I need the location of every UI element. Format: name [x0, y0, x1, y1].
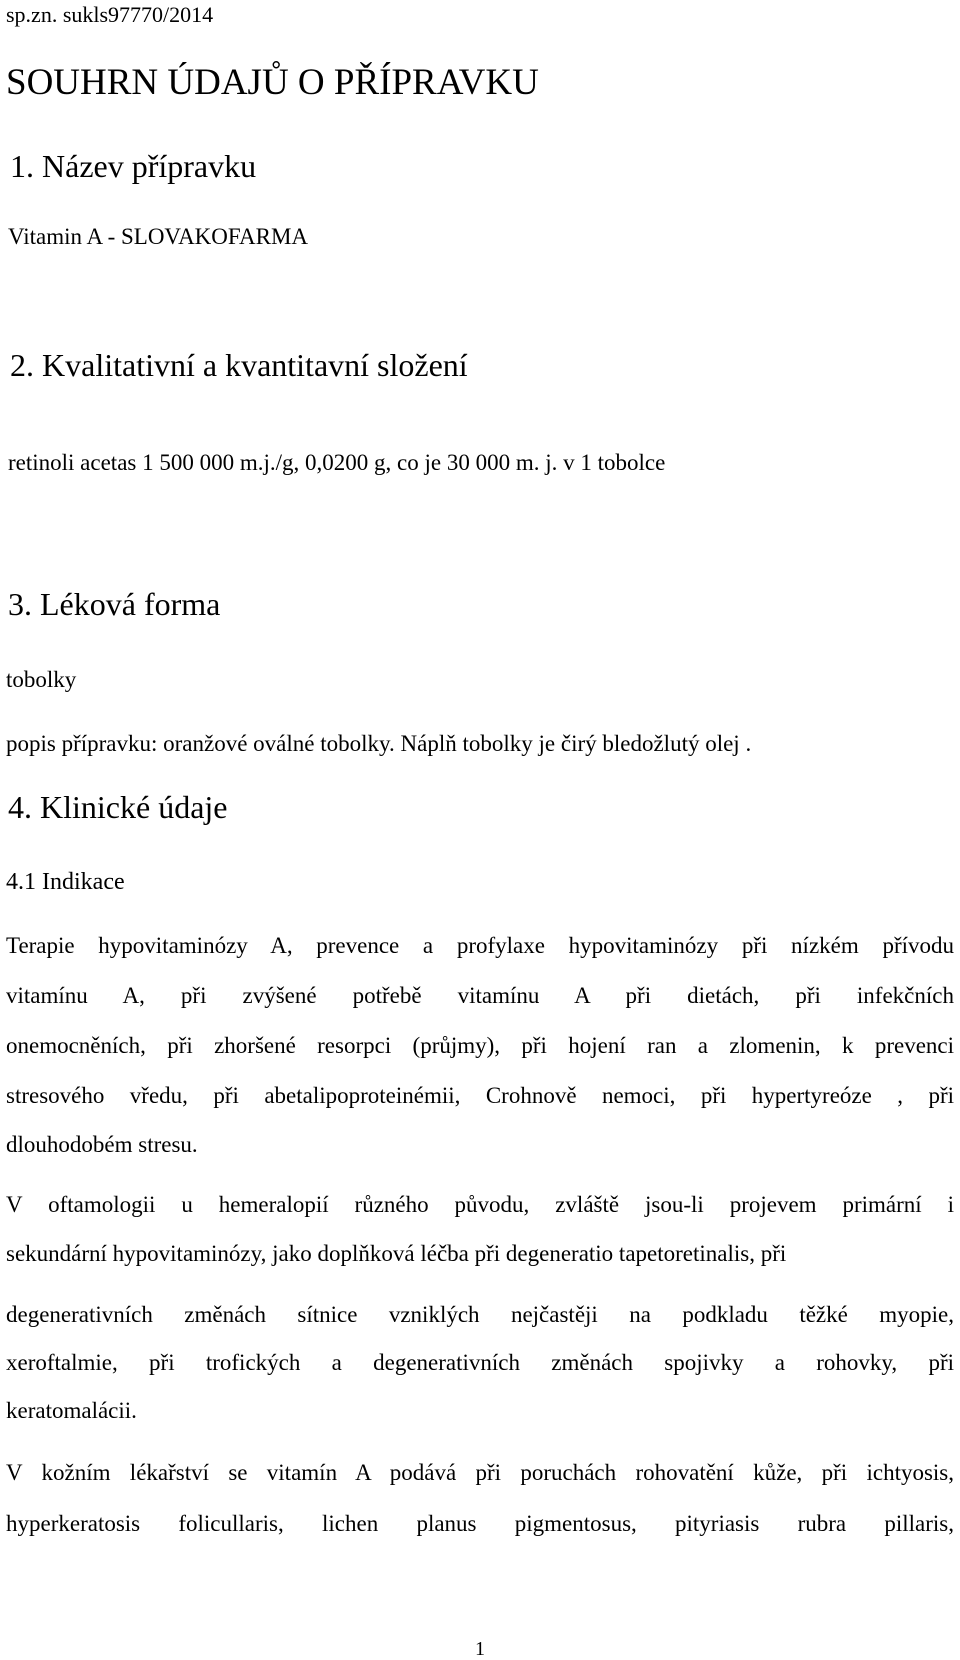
indication-line: degenerativních změnách sítnice vzniklých nejčastěji na podkladu těžké myopie,: [6, 1302, 954, 1327]
reference-number: sp.zn. sukls97770/2014: [6, 2, 214, 27]
indication-line: vitamínu A, při zvýšené potřebě vitamínu A při dietách, při infekčních: [6, 983, 954, 1008]
indication-line: Terapie hypovitaminózy A, prevence a profylaxe hypovitaminózy při nízkém přívodu: [6, 933, 954, 958]
section-4-heading: 4. Klinické údaje: [8, 789, 228, 825]
section-1-heading: 1. Název přípravku: [10, 148, 257, 184]
section-1-content: Vitamin A - SLOVAKOFARMA: [8, 224, 308, 249]
indication-line: sekundární hypovitaminózy, jako doplňková léčba při degeneratio tapetoretinalis, při: [6, 1241, 787, 1266]
indication-line: V kožním lékařství se vitamín A podává při poruchách rohovatění kůže, při ichtyosis,: [6, 1460, 954, 1485]
indication-line: V oftamologii u hemeralopií různého původu, zvláště jsou-li projevem primární i: [6, 1192, 954, 1217]
section-3-description: popis přípravku: oranžové oválné tobolky. Náplň tobolky je čirý bledožlutý olej .: [6, 731, 752, 756]
indication-line: stresového vředu, při abetalipoproteinémii, Crohnově nemoci, při hypertyreóze , při: [6, 1083, 954, 1108]
page-number: 1: [475, 1638, 485, 1660]
indication-line: xeroftalmie, při trofických a degenerativních změnách spojivky a rohovky, při: [6, 1350, 954, 1375]
indication-line: onemocněních, při zhoršené resorpci (průjmy), při hojení ran a zlomenin, k prevenci: [6, 1033, 954, 1058]
indication-line: keratomalácii.: [6, 1398, 137, 1423]
section-2-content: retinoli acetas 1 500 000 m.j./g, 0,0200 g, co je 30 000 m. j. v 1 tobolce: [8, 450, 666, 475]
document-title: SOUHRN ÚDAJŮ O PŘÍPRAVKU: [6, 62, 539, 103]
section-3-form: tobolky: [6, 667, 77, 692]
indication-line: dlouhodobém stresu.: [6, 1132, 198, 1157]
section-2-heading: 2. Kvalitativní a kvantitavní složení: [10, 347, 468, 383]
indication-line: hyperkeratosis folicullaris, lichen planus pigmentosus, pityriasis rubra pillaris,: [6, 1511, 954, 1536]
section-3-heading: 3. Léková forma: [8, 586, 221, 622]
section-4-1-heading: 4.1 Indikace: [6, 869, 125, 895]
